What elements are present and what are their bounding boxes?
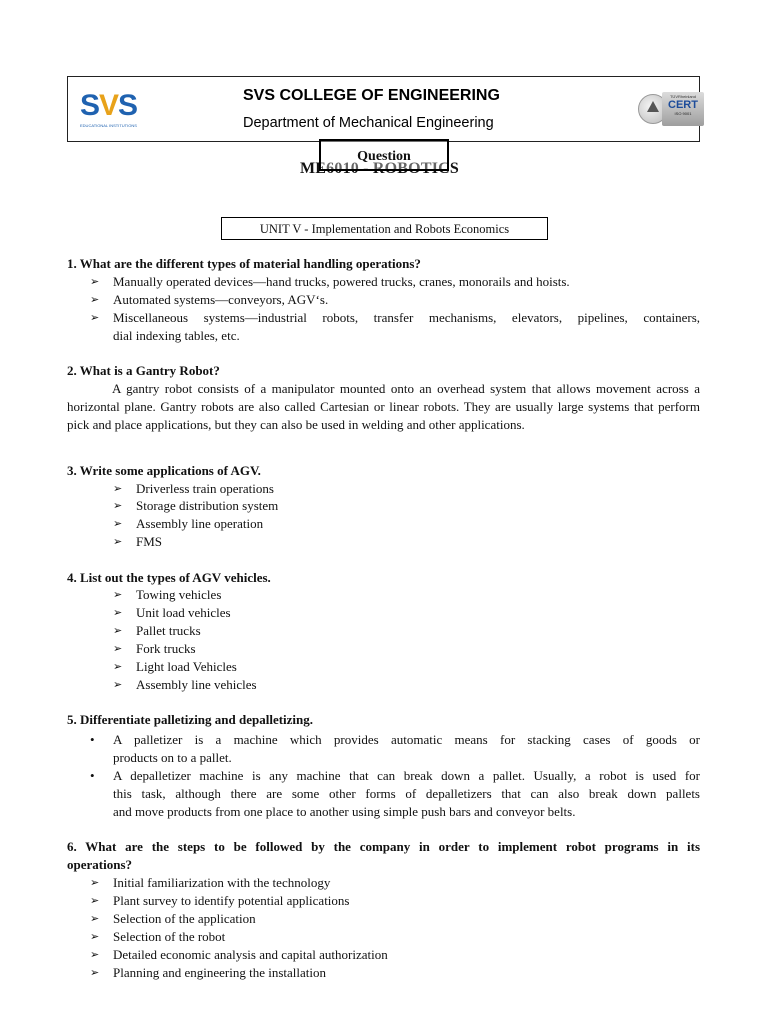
list-item: Towing vehicles (136, 587, 222, 602)
letterhead (67, 76, 700, 142)
college-logo (80, 89, 150, 131)
arrow-bullet-icon: ➢ (90, 913, 100, 925)
list-item: Manually operated devices—hand trucks, powered trucks, cranes, monorails and hoists. (113, 274, 570, 289)
arrow-bullet-icon: ➢ (113, 536, 123, 548)
arrow-bullet-icon: ➢ (113, 518, 123, 530)
dot-bullet-icon: • (90, 732, 95, 747)
list-item: Light load Vehicles (136, 659, 237, 674)
arrow-bullet-icon: ➢ (90, 312, 100, 324)
arrow-bullet-icon: ➢ (113, 661, 123, 673)
list-item: A palletizer is a machine which provides automatic means for stacking cases of goods or (113, 732, 700, 747)
list-item-continuation: this task, although there are some other forms of depalletizers that can also break down pallets (113, 786, 700, 801)
question-6-title-continuation: operations? (67, 857, 132, 872)
list-item: FMS (136, 534, 163, 549)
question-6-title: 6. What are the steps to be followed by the company in order to implement robot programs in its (67, 839, 700, 854)
list-item: Detailed economic analysis and capital authorization (113, 947, 388, 962)
list-item-continuation: products on to a pallet. (113, 750, 232, 765)
list-item: Initial familiarization with the technology (113, 875, 331, 890)
iso-cert-logo (638, 92, 708, 128)
cert-badge (662, 92, 704, 126)
college-name: SVS COLLEGE OF ENGINEERING (243, 87, 500, 104)
unit-title: UNIT V - Implementation and Robots Economics (221, 217, 548, 240)
cert-top-text: TÜVRheinland (669, 94, 696, 99)
list-item: Plant survey to identify potential applications (113, 893, 350, 908)
question-1-title: 1. What are the different types of material handling operations? (67, 256, 421, 271)
arrow-bullet-icon: ➢ (90, 931, 100, 943)
arrow-bullet-icon: ➢ (90, 949, 100, 961)
cert-bot-text: ISO 9001 (674, 111, 692, 116)
list-item: Planning and engineering the installation (113, 965, 327, 980)
question-2-answer: A gantry robot consists of a manipulator mounted onto an overhead system that allows movement across a horizontal plane. Gantry robots are also called Cartesian or linear robots. They are usually large systems that perform pick and place applications, but they can also be used in welding and other applications. (67, 381, 700, 432)
logo-mark: SVS (80, 89, 138, 122)
list-item: Pallet trucks (136, 623, 201, 638)
course-title: ME6010 - ROBOTICS (300, 160, 459, 177)
arrow-bullet-icon: ➢ (90, 895, 100, 907)
arrow-bullet-icon: ➢ (90, 294, 100, 306)
question-5-title: 5. Differentiate palletizing and depalletizing. (67, 712, 314, 727)
list-item: Assembly line operation (136, 516, 264, 531)
list-item: Storage distribution system (136, 498, 279, 513)
arrow-bullet-icon: ➢ (113, 643, 123, 655)
arrow-bullet-icon: ➢ (90, 877, 100, 889)
list-item-continuation: dial indexing tables, etc. (113, 328, 240, 343)
arrow-bullet-icon: ➢ (113, 483, 123, 495)
list-item: Selection of the application (113, 911, 256, 926)
cert-mid-text: CERT (668, 99, 698, 111)
department-name: Department of Mechanical Engineering (243, 115, 494, 131)
question-2-title: 2. What is a Gantry Robot? (67, 363, 220, 378)
list-item: Automated systems—conveyors, AGV‘s. (113, 292, 329, 307)
list-item: Miscellaneous systems—industrial robots, transfer mechanisms, elevators, pipelines, containers, (113, 310, 700, 325)
question-overlay-box[interactable]: Question (319, 139, 449, 171)
arrow-bullet-icon: ➢ (90, 967, 100, 979)
arrow-bullet-icon: ➢ (90, 276, 100, 288)
arrow-bullet-icon: ➢ (113, 500, 123, 512)
list-item: Selection of the robot (113, 929, 226, 944)
arrow-bullet-icon: ➢ (113, 625, 123, 637)
list-item: Assembly line vehicles (136, 677, 257, 692)
list-item: Fork trucks (136, 641, 196, 656)
question-3-title: 3. Write some applications of AGV. (67, 463, 261, 478)
logo-tagline: EDUCATIONAL INSTITUTIONS (80, 123, 137, 128)
arrow-bullet-icon: ➢ (113, 679, 123, 691)
list-item: A depalletizer machine is any machine that can break down a pallet. Usually, a robot is used for (113, 768, 700, 783)
dot-bullet-icon: • (90, 768, 95, 783)
arrow-bullet-icon: ➢ (113, 589, 123, 601)
list-item-continuation: and move products from one place to another using simple push bars and conveyor belts. (113, 804, 576, 819)
list-item: Unit load vehicles (136, 605, 231, 620)
arrow-bullet-icon: ➢ (113, 607, 123, 619)
question-4-title: 4. List out the types of AGV vehicles. (67, 570, 271, 585)
list-item: Driverless train operations (136, 481, 274, 496)
